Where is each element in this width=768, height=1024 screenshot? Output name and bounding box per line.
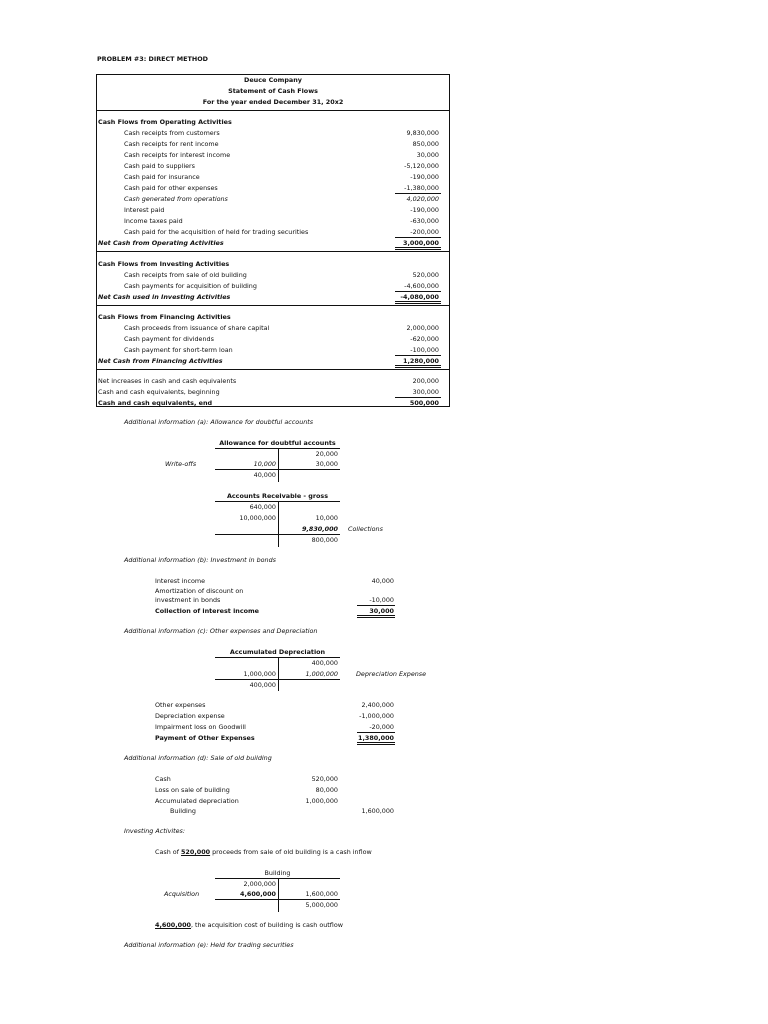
op-amount: 4,020,000: [406, 195, 439, 203]
t-balance: 800,000: [311, 536, 338, 544]
financing-net-amount: 1,280,000: [403, 357, 439, 365]
info-c-label: Impairment loss on Goodwill: [155, 723, 246, 731]
t-debit: 10,000: [253, 460, 276, 468]
op-amount: 9,830,000: [406, 129, 439, 137]
op-label: Cash paid to suppliers: [124, 162, 196, 170]
investing-heading: Cash Flows from Investing Activities: [98, 260, 230, 268]
entry-label: Accumulated depreciation: [155, 797, 239, 805]
op-label: Interest paid: [124, 206, 165, 214]
info-b-label: Interest income: [155, 577, 206, 585]
info-c-label: Other expenses: [155, 701, 206, 709]
t-account-title: Building: [264, 869, 291, 877]
op-amount: -190,000: [410, 206, 439, 214]
t-credit: 1,000,000: [305, 670, 338, 678]
op-label: Cash generated from operations: [124, 195, 228, 203]
info-b-heading: Additional information (b): Investment in bonds: [124, 556, 276, 564]
company-name: Deuce Company: [244, 76, 302, 84]
t-credit-label: Depreciation Expense: [356, 670, 427, 678]
info-b-label: investment in bonds: [155, 596, 221, 604]
t-debit: 2,000,000: [243, 880, 276, 888]
financing-heading: Cash Flows from Financing Activities: [98, 313, 231, 321]
info-c-label: Depreciation expense: [155, 712, 225, 720]
t-credit-label: Collections: [348, 525, 383, 533]
statement-period: For the year ended December 31, 20x2: [202, 98, 344, 106]
entry-credit: 1,600,000: [361, 807, 394, 815]
info-c-amount: -20,000: [369, 723, 394, 731]
info-b-total-label: Collection of interest income: [155, 607, 260, 615]
operating-net-label: Net Cash from Operating Activities: [98, 239, 224, 247]
op-amount: -630,000: [410, 217, 439, 225]
t-balance: 400,000: [249, 681, 276, 689]
entry-debit: 1,000,000: [305, 797, 338, 805]
t-account-title: Accumulated Depreciation: [229, 648, 326, 656]
entry-label: Loss on sale of building: [155, 786, 230, 794]
op-label: Cash receipts from customers: [124, 129, 220, 137]
summary-amount: 300,000: [412, 388, 439, 396]
summary-amount: 200,000: [412, 377, 439, 385]
t-balance: 40,000: [253, 471, 276, 479]
cash-inflow-note: Cash of 520,000 proceeds from sale of old building is a cash inflow: [155, 848, 372, 856]
operating-net-amount: 3,000,000: [403, 239, 439, 247]
op-label: Cash receipts for rent income: [124, 140, 219, 148]
info-c-amount: -1,000,000: [359, 712, 394, 720]
info-b-amount: -10,000: [369, 596, 394, 604]
op-label: Income taxes paid: [124, 217, 183, 225]
op-label: Cash receipts for interest income: [124, 151, 231, 159]
info-d-heading: Additional information (d): Sale of old building: [124, 754, 272, 762]
t-credit: 30,000: [315, 460, 338, 468]
op-amount: -5,120,000: [404, 162, 439, 170]
op-label: Cash paid for other expenses: [124, 184, 218, 192]
fin-label: Cash proceeds from issuance of share capital: [124, 324, 270, 332]
t-debit-label: Write-offs: [165, 460, 197, 468]
entry-label: Cash: [155, 775, 171, 783]
fin-amount: 2,000,000: [406, 324, 439, 332]
fin-label: Cash payment for short-term loan: [124, 346, 233, 354]
op-amount: -200,000: [410, 228, 439, 236]
info-e-heading: Additional information (e): Held for trading securities: [124, 941, 294, 949]
summary-label: Cash and cash equivalents, end: [98, 399, 213, 407]
inv-amount: 520,000: [412, 271, 439, 279]
info-b-amount: 40,000: [371, 577, 394, 585]
summary-label: Net increases in cash and cash equivalents: [98, 377, 237, 385]
investing-activities-label: Investing Activites:: [124, 827, 186, 835]
inv-label: Cash receipts from sale of old building: [124, 271, 247, 279]
investing-net-amount: -4,080,000: [400, 293, 439, 301]
op-amount: 850,000: [412, 140, 439, 148]
t-debit: 10,000,000: [239, 514, 276, 522]
outflow-amount: 4,600,000: [155, 921, 191, 929]
inv-label: Cash payments for acquisition of building: [124, 282, 257, 290]
fin-amount: -100,000: [410, 346, 439, 354]
info-c-total-label: Payment of Other Expenses: [155, 734, 255, 742]
info-c-heading: Additional information (c): Other expenses and Depreciation: [124, 627, 318, 635]
operating-heading: Cash Flows from Operating Activities: [98, 118, 232, 126]
t-debit: 1,000,000: [243, 670, 276, 678]
entry-debit: 80,000: [315, 786, 338, 794]
t-credit: 20,000: [315, 450, 338, 458]
statement-title: Statement of Cash Flows: [228, 87, 318, 95]
inv-amount: -4,600,000: [404, 282, 439, 290]
info-b-total-amount: 30,000: [369, 607, 394, 615]
t-debit: 4,600,000: [240, 890, 276, 898]
cash-flow-statement: [96, 74, 450, 407]
t-credit: 400,000: [311, 659, 338, 667]
t-account-title: Accounts Receivable - gross: [226, 492, 329, 500]
t-credit: 1,600,000: [305, 890, 338, 898]
t-account-title: Allowance for doubtful accounts: [219, 439, 336, 447]
entry-debit: 520,000: [311, 775, 338, 783]
financing-net-label: Net Cash from Financing Activities: [98, 357, 223, 365]
fin-label: Cash payment for dividends: [124, 335, 214, 343]
summary-label: Cash and cash equivalents, beginning: [98, 388, 220, 396]
op-amount: -190,000: [410, 173, 439, 181]
inflow-amount: 520,000: [180, 848, 211, 856]
t-balance: 5,000,000: [305, 901, 338, 909]
fin-amount: -620,000: [410, 335, 439, 343]
problem-title: PROBLEM #3: DIRECT METHOD: [97, 55, 208, 63]
cash-outflow-note: 4,600,000, the acquisition cost of building is cash outflow: [155, 921, 343, 929]
info-c-amount: 2,400,000: [361, 701, 394, 709]
info-c-total-amount: 1,380,000: [358, 734, 394, 742]
info-b-label: Amortization of discount on: [155, 587, 244, 595]
t-credit: 10,000: [315, 514, 338, 522]
entry-label: Building: [170, 807, 196, 815]
investing-net-label: Net Cash used in Investing Activities: [98, 293, 231, 301]
op-amount: 30,000: [416, 151, 439, 159]
t-debit-label: Acquisition: [164, 890, 200, 898]
t-debit: 640,000: [249, 503, 276, 511]
op-label: Cash paid for the acquisition of held for trading securities: [124, 228, 309, 236]
op-label: Cash paid for insurance: [124, 173, 200, 181]
summary-amount: 500,000: [409, 399, 439, 407]
op-amount: -1,380,000: [404, 184, 439, 192]
t-credit: 9,830,000: [302, 525, 338, 533]
info-a-heading: Additional information (a): Allowance for doubtful accounts: [124, 418, 314, 426]
